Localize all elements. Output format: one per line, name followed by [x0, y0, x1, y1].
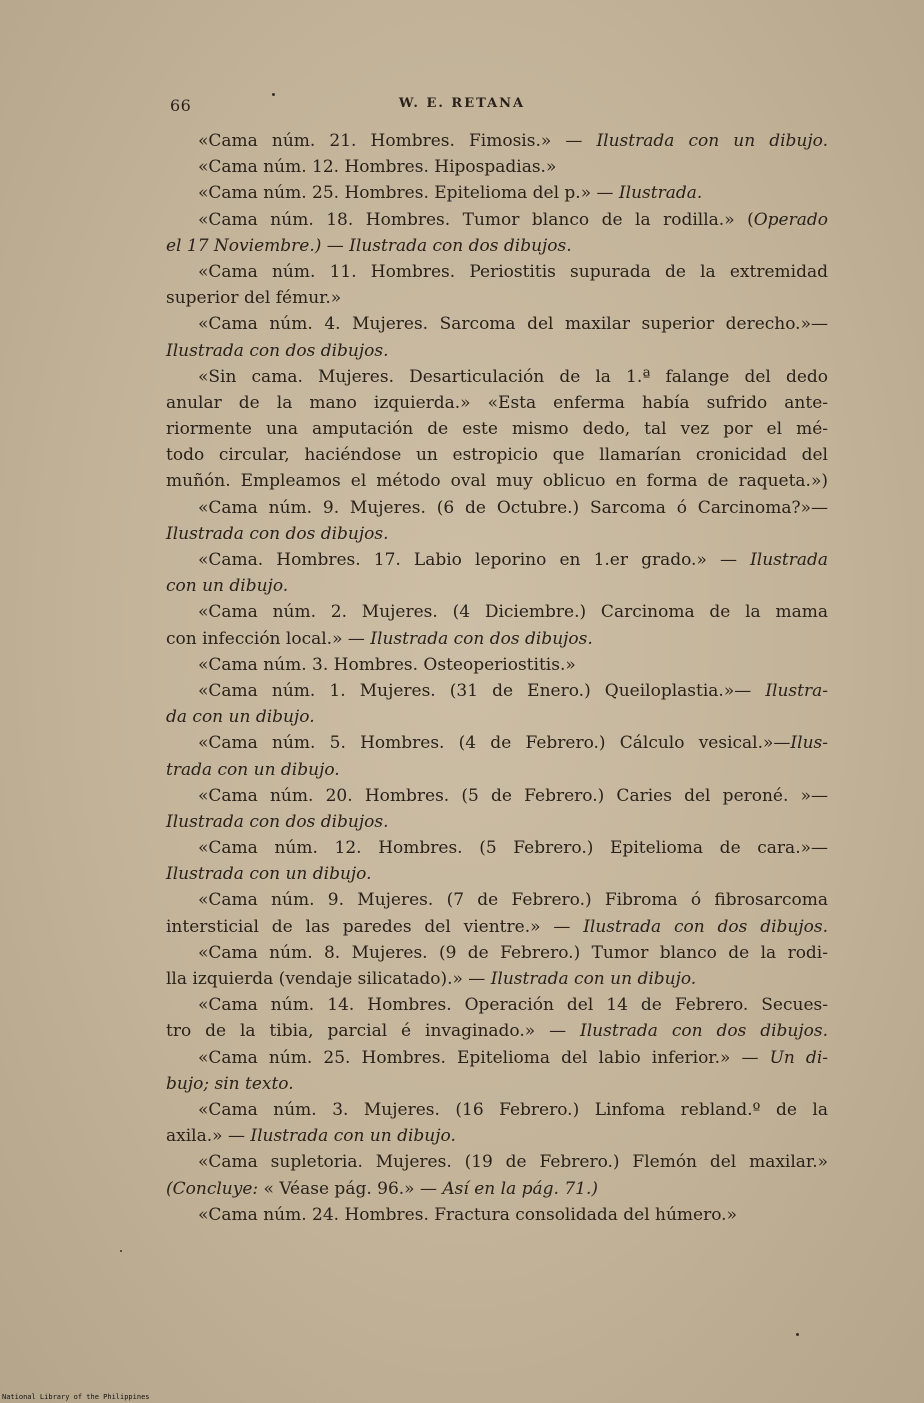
text-segment: «Cama núm. 9. Mujeres. (7 de Febrero.) Fibroma ó fibrosarcoma [198, 890, 828, 911]
text-line [166, 573, 828, 599]
ink-speck [120, 1250, 122, 1252]
text-line [166, 416, 828, 442]
library-credit: National Library of the Philippines [2, 1393, 150, 1401]
italic-segment: Ilustrada. [618, 183, 703, 204]
text-line [166, 887, 828, 913]
text-line [166, 468, 828, 494]
text-segment: «Cama núm. 3. Mujeres. (16 Febrero.) Linfoma rebland.º de la [198, 1099, 828, 1120]
text-line [166, 940, 828, 966]
text-segment: todo circular, haciéndose un estropicio que llamarían cronicidad del [166, 445, 828, 466]
text-segment: « Véase pág. 96.» — [258, 1178, 443, 1199]
text-segment: «Cama. Hombres. 17. Labio leporino en 1.er grado.» — [198, 550, 751, 570]
text-line [166, 1123, 828, 1149]
text-segment: lla izquierda (vendaje silicatado).» — [166, 969, 491, 989]
text-line [166, 1176, 828, 1202]
text-line [166, 338, 828, 364]
text-line [166, 914, 828, 940]
text-segment: «Cama núm. 18. Hombres. Tumor blanco de la rodilla.» ( [198, 209, 754, 230]
text-segment: intersticial de las paredes del vientre.» — [166, 916, 584, 937]
text-segment: «Cama núm. 25. Hombres. Epitelioma del p.» — [198, 183, 619, 204]
text-line [166, 783, 828, 809]
text-segment: «Cama núm. 5. Hombres. (4 de Febrero.) Cálculo vesical.»— [198, 733, 791, 754]
text-segment: «Cama núm. 12. Hombres. Hipospadias.» [198, 157, 557, 178]
text-line [166, 626, 828, 652]
italic-segment: Un di- [769, 1047, 828, 1068]
text-segment: muñón. Empleamos el método oval muy oblicuo en forma de raqueta.») [166, 471, 828, 492]
text-segment: tro de la tibia, parcial é invaginado.» — [166, 1021, 580, 1042]
text-segment: «Cama núm. 8. Mujeres. (9 de Febrero.) Tumor blanco de la rodi- [198, 942, 828, 963]
text-segment: superior del fémur.» [166, 288, 342, 309]
italic-segment: (Concluye: [166, 1178, 259, 1199]
text-line [166, 861, 828, 887]
text-line [166, 678, 828, 704]
text-segment: «Cama núm. 11. Hombres. Periostitis supurada de la extremidad [198, 261, 828, 282]
text-segment: axila.» — [166, 1126, 251, 1147]
text-line [166, 1045, 828, 1071]
text-segment: «Cama núm. 25. Hombres. Epitelioma del labio inferior.» — [198, 1047, 770, 1068]
body-text [166, 128, 828, 1228]
text-line [166, 259, 828, 285]
italic-segment: Ilustrada [750, 550, 828, 570]
text-line [166, 809, 828, 835]
text-segment: «Cama núm. 20. Hombres. (5 de Febrero.) Caries del peroné. »— [198, 785, 828, 806]
ink-speck [272, 93, 275, 96]
text-line [166, 730, 828, 756]
text-line [166, 757, 828, 783]
text-segment: anular de la mano izquierda.» «Esta enferma había sufrido ante- [166, 392, 828, 413]
text-segment: «Cama núm. 24. Hombres. Fractura consolidada del húmero.» [198, 1204, 737, 1225]
text-segment: «Sin cama. Mujeres. Desarticulación de la 1.ª falange del dedo [198, 366, 828, 387]
italic-segment: el 17 Noviembre.) — Ilustrada con dos dibujos. [166, 235, 572, 256]
italic-segment: Así en la pág. 71.) [442, 1178, 598, 1199]
text-segment: riormente una amputación de este mismo dedo, tal vez por el mé- [166, 419, 828, 440]
italic-segment: Ilustrada con un dibujo. [596, 131, 828, 151]
italic-segment: Ilustrada con dos dibujos. [583, 916, 828, 937]
text-line [166, 1202, 828, 1228]
italic-segment: Ilustrada con dos dibujos. [580, 1021, 828, 1042]
text-segment: «Cama núm. 3. Hombres. Osteoperiostitis.» [198, 654, 576, 675]
text-segment: «Cama núm. 21. Hombres. Fimosis.» — [198, 131, 597, 151]
page-number: 66 [170, 96, 192, 115]
italic-segment: Ilustrada con un dibujo. [250, 1126, 456, 1147]
text-line [166, 495, 828, 521]
text-line [166, 1018, 828, 1044]
text-line [166, 442, 828, 468]
italic-segment: Ilustrada con un dibujo. [490, 969, 697, 989]
italic-segment: Ilustrada con un dibujo. [166, 864, 372, 885]
text-line [166, 233, 828, 259]
text-line [166, 966, 828, 992]
italic-segment: trada con un dibujo. [166, 759, 340, 780]
text-line [166, 154, 828, 180]
text-line [166, 599, 828, 625]
text-line [166, 835, 828, 861]
text-line [166, 1097, 828, 1123]
italic-segment: Ilustrada con dos dibujos. [166, 811, 389, 832]
text-segment: «Cama núm. 4. Mujeres. Sarcoma del maxilar superior derecho.»— [198, 314, 828, 335]
italic-segment: Ilustra- [765, 680, 828, 701]
text-line [166, 364, 828, 390]
italic-segment: Ilustrada con dos dibujos. [370, 628, 593, 649]
italic-segment: bujo; sin texto. [166, 1073, 294, 1094]
text-line [166, 992, 828, 1018]
text-line [166, 704, 828, 730]
text-segment: «Cama núm. 2. Mujeres. (4 Diciembre.) Carcinoma de la mama [198, 602, 828, 623]
text-segment: «Cama núm. 9. Mujeres. (6 de Octubre.) Sarcoma ó Carcinoma?»— [198, 497, 828, 518]
italic-segment: con un dibujo. [166, 576, 289, 597]
text-line [166, 1071, 828, 1097]
italic-segment: Ilustrada con dos dibujos. [166, 340, 389, 361]
italic-segment: Operado [753, 209, 828, 230]
text-line [166, 390, 828, 416]
text-line [166, 128, 828, 154]
text-line [166, 180, 828, 206]
text-line [166, 285, 828, 311]
italic-segment: Ilus- [790, 733, 828, 754]
text-line [166, 547, 828, 573]
text-line [166, 521, 828, 547]
text-segment: con infección local.» — [166, 628, 371, 649]
text-segment: «Cama núm. 12. Hombres. (5 Febrero.) Epitelioma de cara.»— [198, 838, 828, 859]
text-line [166, 652, 828, 678]
text-line [166, 207, 828, 233]
text-line [166, 311, 828, 337]
ink-speck [796, 1333, 799, 1336]
italic-segment: Ilustrada con dos dibujos. [166, 523, 389, 544]
text-segment: «Cama supletoria. Mujeres. (19 de Febrero.) Flemón del maxilar.» [198, 1152, 828, 1173]
running-title: W. E. RETANA [398, 96, 526, 111]
text-segment: «Cama núm. 1. Mujeres. (31 de Enero.) Queiloplastia.»— [198, 680, 766, 701]
text-segment: «Cama núm. 14. Hombres. Operación del 14 de Febrero. Secues- [198, 995, 828, 1016]
italic-segment: da con un dibujo. [166, 707, 315, 728]
text-line [166, 1149, 828, 1175]
